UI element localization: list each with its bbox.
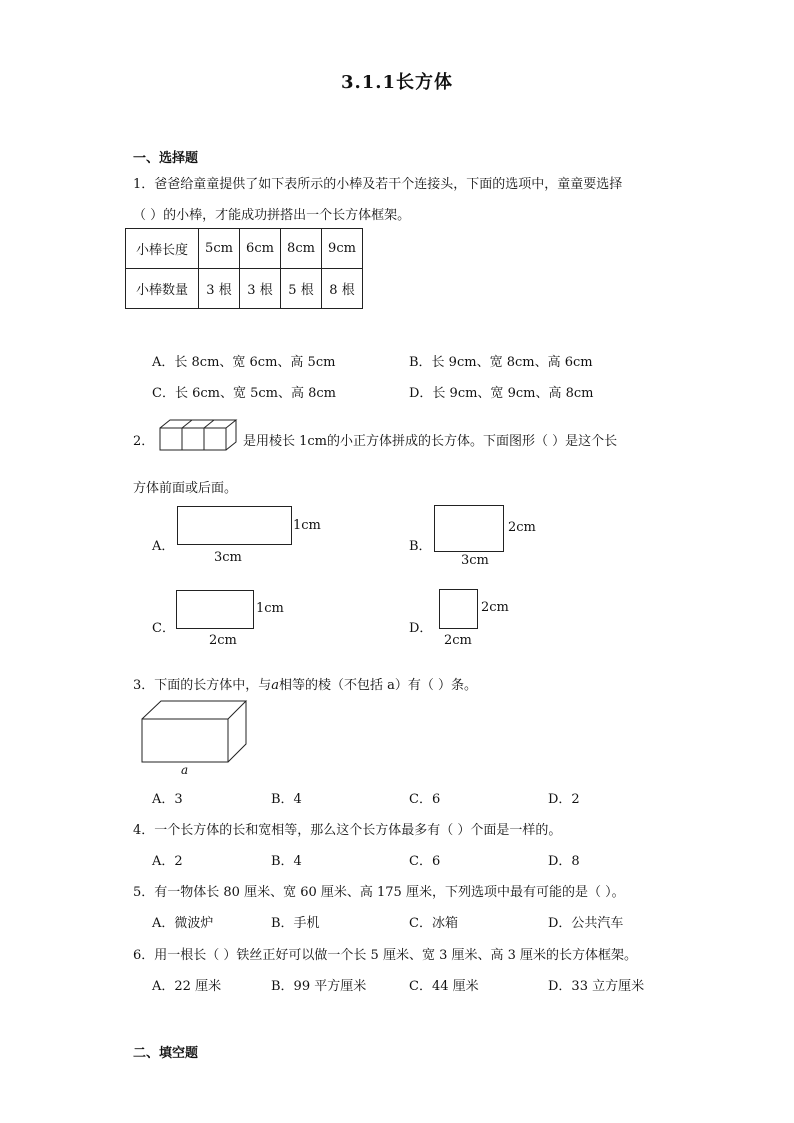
- q1-option-b[interactable]: B．长 9cm、宽 8cm、高 6cm: [409, 355, 593, 370]
- q2-option-a[interactable]: A．: [152, 539, 175, 554]
- q6-option-b[interactable]: B．99 平方厘米: [271, 979, 367, 994]
- q6-option-a[interactable]: A．22 厘米: [152, 979, 222, 994]
- q3-option-d[interactable]: D．2: [548, 792, 580, 807]
- bottom-length-label: 3cm: [214, 550, 242, 565]
- q3-option-a[interactable]: A．3: [152, 792, 183, 807]
- q5-option-b[interactable]: B．手机: [271, 916, 320, 931]
- q4-option-c[interactable]: C．6: [409, 854, 441, 869]
- q3-text-start: 3．下面的长方体中，与: [133, 678, 272, 693]
- table-row: [126, 269, 363, 309]
- q2-number: 2．: [133, 434, 155, 449]
- rectangle-figure-b: [434, 505, 504, 552]
- table-cell: 8cm: [281, 229, 322, 269]
- table-cell: 9cm: [322, 229, 363, 269]
- rod-table: [125, 228, 363, 309]
- side-length-label: 1cm: [293, 518, 321, 533]
- table-cell: 小棒数量: [126, 269, 199, 309]
- q3-text-end: 相等的棱（不包括 a）有（ ）条。: [279, 678, 478, 693]
- q2-option-b[interactable]: B．: [409, 539, 432, 554]
- bottom-length-label: 2cm: [209, 633, 237, 648]
- q3-variable: a: [271, 678, 280, 693]
- table-cell: 6cm: [240, 229, 281, 269]
- section-heading-choice: 一、选择题: [133, 151, 199, 166]
- q1-option-d[interactable]: D．长 9cm、宽 9cm、高 8cm: [409, 386, 594, 401]
- q1-option-a[interactable]: A．长 8cm、宽 6cm、高 5cm: [152, 355, 336, 370]
- edge-label-a: a: [181, 763, 189, 777]
- table-row: [126, 229, 363, 269]
- q5-option-a[interactable]: A．微波炉: [152, 916, 214, 931]
- q2-option-c[interactable]: C．: [152, 621, 175, 636]
- table-cell: 3 根: [240, 269, 281, 309]
- q1-text-line2: （ ）的小棒，才能成功拼搭出一个长方体框架。: [133, 208, 411, 223]
- q3-text: [133, 674, 477, 693]
- q5-option-d[interactable]: D．公共汽车: [548, 916, 624, 931]
- q3-option-b[interactable]: B．4: [271, 792, 302, 807]
- rectangle-figure-a: [177, 506, 292, 545]
- q2-option-d[interactable]: D．: [409, 621, 433, 636]
- q6-option-c[interactable]: C．44 厘米: [409, 979, 479, 994]
- q6-option-d[interactable]: D．33 立方厘米: [548, 979, 645, 994]
- q4-text: 4．一个长方体的长和宽相等，那么这个长方体最多有（ ）个面是一样的。: [133, 823, 562, 838]
- q4-option-a[interactable]: A．2: [152, 854, 183, 869]
- side-length-label: 2cm: [481, 600, 509, 615]
- cuboid-three-cubes-figure: [158, 418, 240, 452]
- q6-text: 6．用一根长（ ）铁丝正好可以做一个长 5 厘米、宽 3 厘米、高 3 厘米的长方体框架。: [133, 948, 638, 963]
- q4-option-d[interactable]: D．8: [548, 854, 580, 869]
- q1-option-c[interactable]: C．长 6cm、宽 5cm、高 8cm: [152, 386, 336, 401]
- q1-text-line1: 1．爸爸给童童提供了如下表所示的小棒及若干个连接头，下面的选项中，童童要选择: [133, 177, 623, 192]
- table-cell: 3 根: [199, 269, 240, 309]
- q3-option-c[interactable]: C．6: [409, 792, 441, 807]
- q4-option-b[interactable]: B．4: [271, 854, 302, 869]
- table-cell: 小棒长度: [126, 229, 199, 269]
- cuboid-figure: [141, 700, 247, 764]
- table-cell: 5cm: [199, 229, 240, 269]
- table-cell: 8 根: [322, 269, 363, 309]
- side-length-label: 1cm: [256, 601, 284, 616]
- square-figure-d: [439, 589, 478, 629]
- q5-text: 5．有一物体长 80 厘米、宽 60 厘米、高 175 厘米，下列选项中最有可能的是（ ）。: [133, 885, 625, 900]
- q5-option-c[interactable]: C．冰箱: [409, 916, 458, 931]
- table-cell: 5 根: [281, 269, 322, 309]
- page-title: 3.1.1长方体: [340, 72, 454, 93]
- rectangle-figure-c: [176, 590, 254, 629]
- section-heading-fill-blank: 二、填空题: [133, 1046, 199, 1061]
- bottom-length-label: 2cm: [444, 633, 472, 648]
- side-length-label: 2cm: [508, 520, 536, 535]
- q2-text-line2: 方体前面或后面。: [133, 481, 238, 496]
- bottom-length-label: 3cm: [461, 553, 489, 568]
- q2-text: 是用棱长 1cm的小正方体拼成的长方体。下面图形（ ）是这个长: [243, 434, 618, 449]
